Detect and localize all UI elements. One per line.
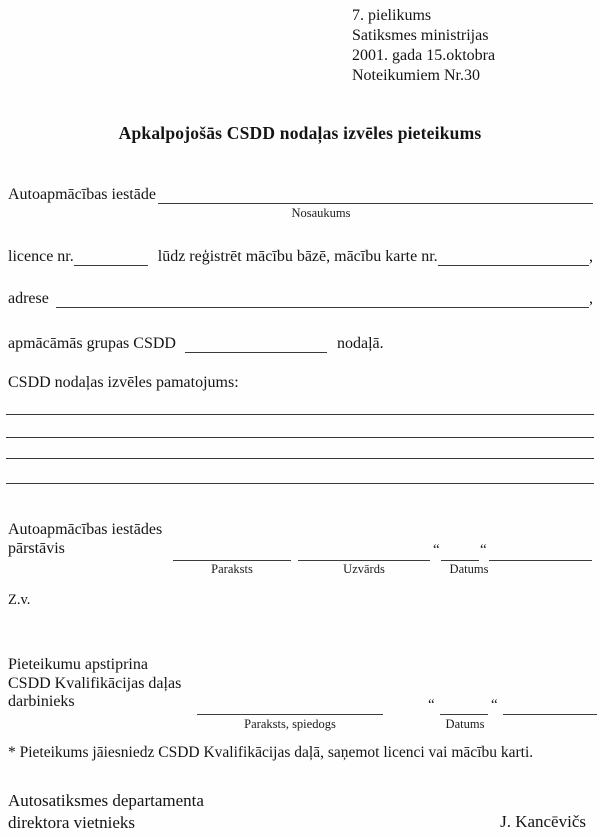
- justification-line-1: [6, 414, 594, 415]
- group-label: apmācāmās grupas CSDD: [8, 335, 176, 352]
- date2-close-quote: “: [491, 697, 498, 713]
- representative-surname-line: [298, 540, 430, 561]
- seal-label: Z.v.: [8, 592, 31, 608]
- institution-label: Autoapmācības iestāde: [8, 186, 156, 203]
- training-card-number-blank-line: [438, 261, 589, 266]
- licence-number-blank-line: [74, 261, 148, 266]
- justification-line-2: [6, 437, 594, 438]
- approval-date-caption: Datums: [445, 717, 485, 731]
- approval-date-day-line: [440, 694, 488, 715]
- representative-title: [8, 521, 162, 558]
- representative-signature-line: [173, 540, 291, 561]
- address-row: [8, 287, 593, 308]
- approval-title-line3: darbinieks: [8, 693, 75, 710]
- approval-signature-line: [197, 694, 383, 715]
- representative-date-line: [489, 540, 592, 561]
- approval-title: [8, 656, 181, 712]
- representative-date-day-line: [441, 540, 479, 561]
- ref-appendix: 7. pielikums: [352, 7, 432, 24]
- footnote: * Pieteikums jāiesniedz CSDD Kvalifikācijas daļā, saņemot licenci vai mācību karti.: [8, 744, 534, 761]
- licence-row-comma: ,: [589, 248, 593, 265]
- approval-signature-caption: Paraksts, spiedogs: [244, 717, 336, 731]
- ref-ministry: Satiksmes ministrijas: [352, 27, 489, 44]
- date1-close-quote: “: [480, 542, 487, 558]
- address-blank-line: [56, 303, 589, 308]
- csdd-branch-blank-line: [185, 348, 327, 353]
- group-row: [8, 332, 384, 353]
- representative-title-line1: Autoapmācības iestādes: [8, 521, 163, 538]
- licence-row: [8, 245, 593, 266]
- licence-number-label: licence nr.: [8, 248, 74, 265]
- representative-date-caption: Datums: [449, 562, 489, 576]
- approval-title-line2: CSDD Kvalifikācijas daļas: [8, 674, 182, 692]
- representative-signature-caption: Paraksts: [211, 562, 253, 576]
- ref-regulation-number: Noteikumiem Nr.30: [352, 67, 480, 84]
- representative-title-line2: pārstāvis: [8, 539, 65, 557]
- representative-surname-caption: Uzvārds: [343, 562, 385, 576]
- page-title: Apkalpojošās CSDD nodaļas izvēles pieteikums: [118, 123, 482, 143]
- date1-open-quote: “: [433, 542, 440, 558]
- ref-date: 2001. gada 15.oktobra: [352, 47, 496, 64]
- approval-title-line1: Pieteikumu apstiprina: [8, 656, 148, 673]
- approval-date-line: [503, 694, 597, 715]
- signatory-name: J. Kancēvičs: [500, 812, 586, 831]
- institution-caption: Nosaukums: [291, 206, 351, 220]
- address-row-comma: ,: [589, 290, 593, 307]
- department-title: [8, 790, 204, 834]
- justification-heading: CSDD nodaļas izvēles pamatojums:: [8, 374, 239, 391]
- justification-line-4: [6, 483, 594, 484]
- department-title-line1: Autosatiksmes departamenta: [8, 791, 204, 810]
- institution-row: [8, 183, 593, 204]
- justification-line-3: [6, 458, 594, 459]
- group-suffix: nodaļā.: [336, 335, 384, 352]
- regulation-reference: [352, 6, 495, 86]
- licence-request-text: lūdz reģistrēt mācību bāzē, mācību karte nr.: [157, 248, 438, 265]
- address-label: adrese: [8, 290, 49, 307]
- date2-open-quote: “: [428, 697, 435, 713]
- institution-name-blank-line: [158, 199, 593, 204]
- department-title-line2: direktora vietnieks: [8, 813, 135, 832]
